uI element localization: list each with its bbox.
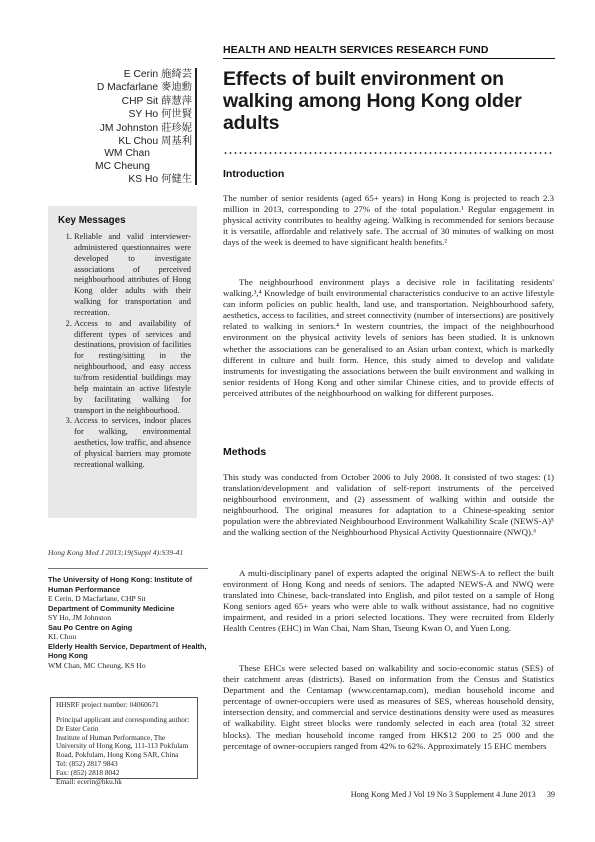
- heading-introduction: Introduction: [223, 168, 285, 180]
- heading-methods: Methods: [223, 446, 267, 458]
- author: SY Ho 何世賢: [128, 108, 192, 121]
- article-title: Effects of built environment on walking among Hong Kong older adults: [223, 68, 522, 134]
- affiliations: [48, 568, 208, 670]
- author: E Cerin 施綺芸: [123, 68, 192, 80]
- intro-paragraph-2: The neighbourhood environment plays a decisive role in facilitating residents' walking.³,⁴ Knowledge of built environmental characteristics conducive to an active lifestyle can inform policies on public health, land use, and transportation. Neighbourhood safety, aesthetics, access to facilities, and street connectivity (number of intersections) are positively related to walking in seniors.⁴ In western countries, the impact of the neighbourhood environment on the physical activity levels of seniors has been studied. It is unknown whether the associations can be generalised to an Asian urban context, which is markedly different in culture and built form. Hence, this study aimed to develop and validate instruments for investigating the associations between the built environment and walking in senior residents of Hong Kong and other similar Chinese cities, and to provide effects of perceived attributes of the neighbourhood on walking for different purposes.: [223, 277, 554, 398]
- correspondence-fax: Fax: (852) 2818 8042: [56, 767, 120, 777]
- author: WM Chan: [104, 148, 150, 160]
- journal-citation: Hong Kong Med J 2013;19(Suppl 4):S39-41: [48, 548, 184, 557]
- page-footer: [330, 790, 555, 799]
- methods-paragraph-2: A multi-disciplinary panel of experts adapted the original NEWS-A to reflect the built environment of Hong Kong and needs of seniors. The adapted NEWS-A and NWQ were translated into Chinese, back-translated into English, and pilot tested on a sample of Hong Kong seniors aged 65+ years who were able to walk without assistance, had no cognitive impairment, and resided in a priori selected locations. They were recruited from Elderly Health Centres (EHC) in Wan Chai, Nam Shan, Tseung Kwan O, and Yuen Long.: [223, 568, 554, 634]
- correspondence-box: [50, 697, 198, 786]
- key-message-item: 1. Reliable and valid interviewer-administered questionnaires were developed to investigate associations of perceived neighbourhood attributes of Hong Kong older adults with their walking for transportation and recreation.: [74, 232, 191, 319]
- affiliation-people: KL Chou: [48, 632, 77, 641]
- key-message-item: 3. Access to services, indoor places for walking, environmental aesthetics, low traffic, and absence of physical barriers may promote recreational walking.: [74, 416, 191, 470]
- affiliation-institution: The University of Hong Kong: Institute of Human Performance: [48, 575, 193, 594]
- methods-paragraph-3: These EHCs were selected based on walkability and socio-economic status (SES) of their catchment areas (districts). Based on information from the Census and Statistics Department and the Centamap (www.centamap.com), median household income and percentage of owner-occupiers were used as measures of SES, whereas household density, intersection density, and commercial and service destinations density were used as measures of walkability. Eight street blocks were randomly selected in each area (total 32 street blocks). The median household income ranged from HK$12 200 to 25 000 and the percentage of owner-occupiers ranged from 42% to 62%. Approximately 15 EHC members: [223, 663, 554, 751]
- footer-journal: Hong Kong Med J Vol 19 No 3 Supplement 4 June 2013: [350, 790, 536, 799]
- correspondence-email[interactable]: Email: ecerin@hku.hk: [56, 776, 122, 786]
- correspondence-label: Principal applicant and corresponding author:: [56, 714, 190, 724]
- affiliation-institution: Elderly Health Service, Department of Health, Hong Kong: [48, 641, 207, 660]
- author-list: [20, 68, 192, 187]
- author: CHP Sit 薛慧萍: [121, 94, 192, 107]
- affiliation-people: WM Chan, MC Cheung, KS Ho: [48, 660, 146, 670]
- correspondence-address: University of Hong Kong, 111-113 Pokfulam: [56, 741, 189, 751]
- intro-paragraph-1: The number of senior residents (aged 65+ years) in Hong Kong is projected to reach 2.3 million in 2013, corresponding to 27% of the total population.¹ Regular engagement in physical activity contributes to healthy ageing. Walking is recommended for seniors because it is versatile, affordable and relatively safe. The accrual of 30 minutes of walking on most days of the week is deemed to have significant health benefits.²: [223, 193, 554, 248]
- key-messages-title: Key Messages: [58, 215, 126, 226]
- author: JM Johnston 莊珍妮: [99, 121, 192, 134]
- affiliation-people: SY Ho, JM Johnston: [48, 613, 112, 622]
- affiliation-institution: Department of Community Medicine: [48, 603, 175, 613]
- project-number: HHSRF project number: 04060671: [56, 700, 159, 709]
- correspondence-tel: Tel: (852) 2817 9843: [56, 759, 118, 769]
- key-messages-box: [48, 206, 197, 518]
- author-divider: [195, 68, 197, 185]
- dotted-divider: [223, 152, 553, 154]
- author: D Macfarlane 麥迪勳: [96, 81, 192, 94]
- key-messages-list: [48, 232, 197, 471]
- fund-header: HEALTH AND HEALTH SERVICES RESEARCH FUND: [223, 44, 555, 59]
- affiliation-people: E Cerin, D Macfarlane, CHP Sit: [48, 594, 146, 603]
- correspondence-name: Dr Ester Cerin: [56, 723, 99, 733]
- methods-paragraph-1: This study was conducted from October 2006 to July 2008. It consisted of two stages: (1) translation/development and validation of self-report instruments of the perceived neighbourhood environment, and (2) assessment of walking within and outside the neighbourhood. The original measures for adaptation to a Chinese-speaking senior population were the abbreviated Neighbourhood Environment Walkability Scale (NEWS-A)⁵ and the walking section of the Neighbourhood Physical Activity Questionnaire (NWQ).⁶: [223, 472, 554, 538]
- affiliation-institution: Sau Po Centre on Aging: [48, 622, 133, 632]
- correspondence-address: Road, Pokfulam, Hong Kong SAR, China: [56, 750, 179, 760]
- author: KL Chou 周基利: [118, 135, 192, 148]
- key-message-item: 2. Access to and availability of different types of services and destinations, provision of facilities for resting/sitting in the neighbourhood, and easy access to/from residential buildings may help maintain an active lifestyle by facilitating walking for transport in the neighbourhood.: [74, 319, 191, 417]
- author: KS Ho 何健生: [128, 173, 192, 186]
- correspondence-address: Institute of Human Performance, The: [56, 732, 166, 742]
- author: MC Cheung: [95, 160, 150, 172]
- page-number: 39: [546, 790, 555, 799]
